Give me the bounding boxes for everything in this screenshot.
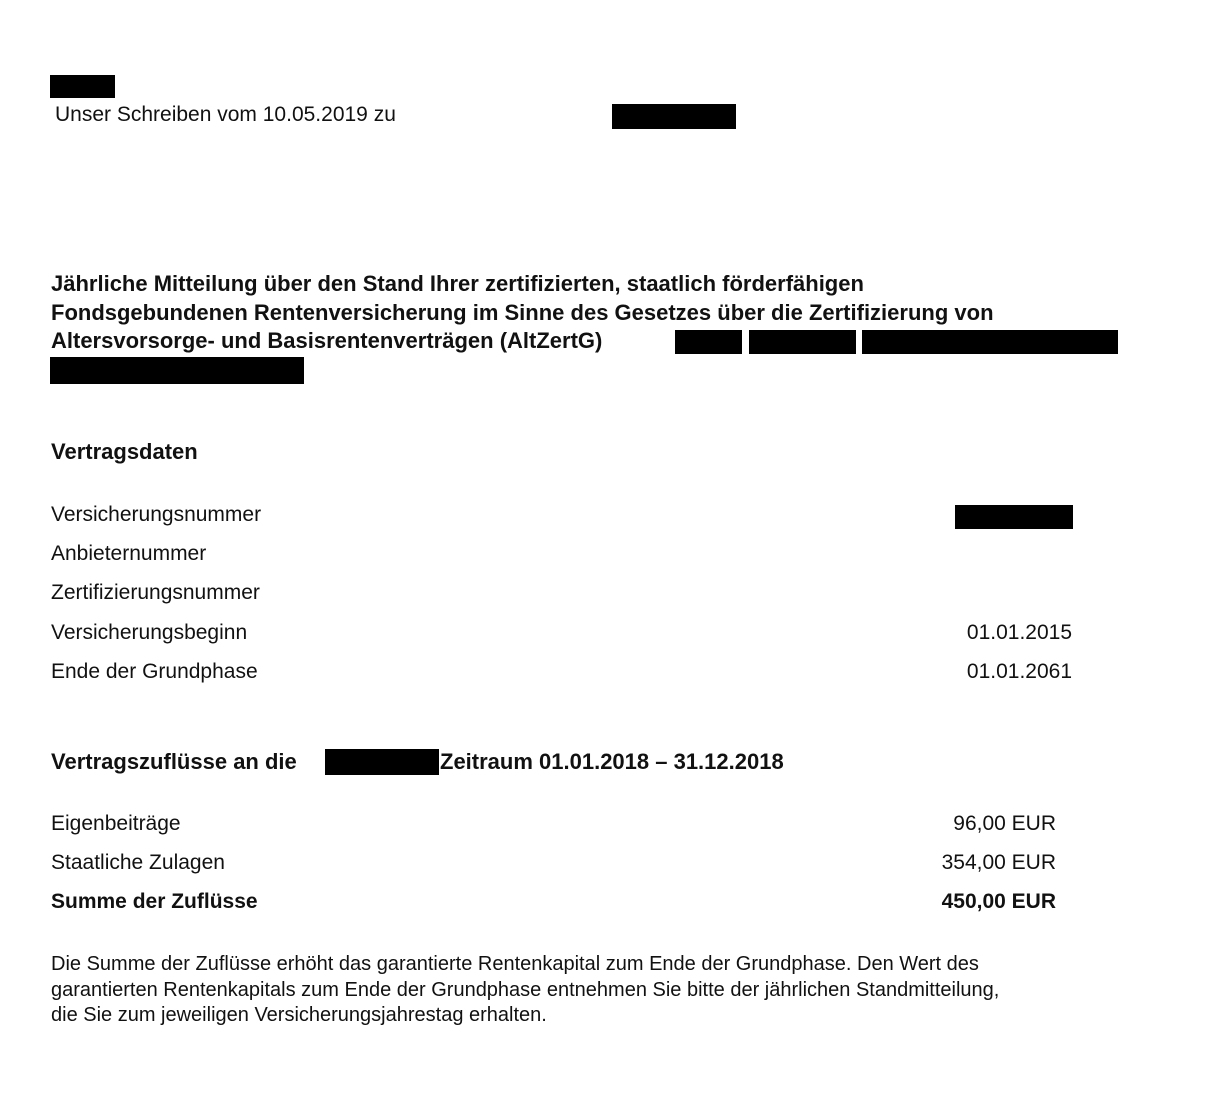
redacted-block [862,330,1118,354]
redacted-block [612,104,736,129]
explanation-paragraph [51,952,1171,1029]
redacted-block [749,330,856,354]
label-ende-der-grundphase: Ende der Grundphase [51,660,258,683]
label-summe-der-zufluesse: Summe der Zuflüsse [51,890,258,913]
redacted-block [50,357,304,384]
title-line: Jährliche Mitteilung über den Stand Ihrer zertifizierten, staatlich förderfähigen [51,271,864,296]
label-versicherungsnummer: Versicherungsnummer [51,503,262,526]
paragraph-line: die Sie zum jeweiligen Versicherungsjahrestag erhalten. [51,1004,547,1026]
value-ende-der-grundphase: 01.01.2061 [966,660,1072,683]
section-heading-zufluesse-start: Vertragszuflüsse an die [51,749,297,774]
section-heading-vertragsdaten: Vertragsdaten [51,439,198,464]
redacted-block [675,330,742,354]
paragraph-line: garantierten Rentenkapitals zum Ende der Grundphase entnehmen Sie bitte der jährlichen Standmitteilung, [51,978,1000,1001]
label-staatliche-zulagen: Staatliche Zulagen [51,851,225,874]
value-versicherungsbeginn: 01.01.2015 [966,621,1072,644]
title-line: Altersvorsorge- und Basisrentenverträgen (AltZertG) [51,328,603,353]
value-summe-der-zufluesse: 450,00 EUR [941,890,1056,913]
redacted-block [50,75,115,98]
value-eigenbeitraege: 96,00 EUR [953,812,1056,835]
section-heading-zufluesse-end: Zeitraum 01.01.2018 – 31.12.2018 [440,749,784,774]
redacted-block [955,505,1073,529]
label-zertifizierungsnummer: Zertifizierungsnummer [51,581,260,604]
reference-line: Unser Schreiben vom 10.05.2019 zu [55,103,396,126]
redacted-block [325,749,439,775]
value-staatliche-zulagen: 354,00 EUR [941,851,1056,874]
label-anbieternummer: Anbieternummer [51,542,207,565]
paragraph-line: Die Summe der Zuflüsse erhöht das garantierte Rentenkapital zum Ende der Grundphase. Den Wert des [51,953,979,975]
title-line: Fondsgebundenen Rentenversicherung im Sinne des Gesetzes über die Zertifizierung von [51,299,994,325]
label-eigenbeitraege: Eigenbeiträge [51,812,181,835]
label-versicherungsbeginn: Versicherungsbeginn [51,621,248,644]
